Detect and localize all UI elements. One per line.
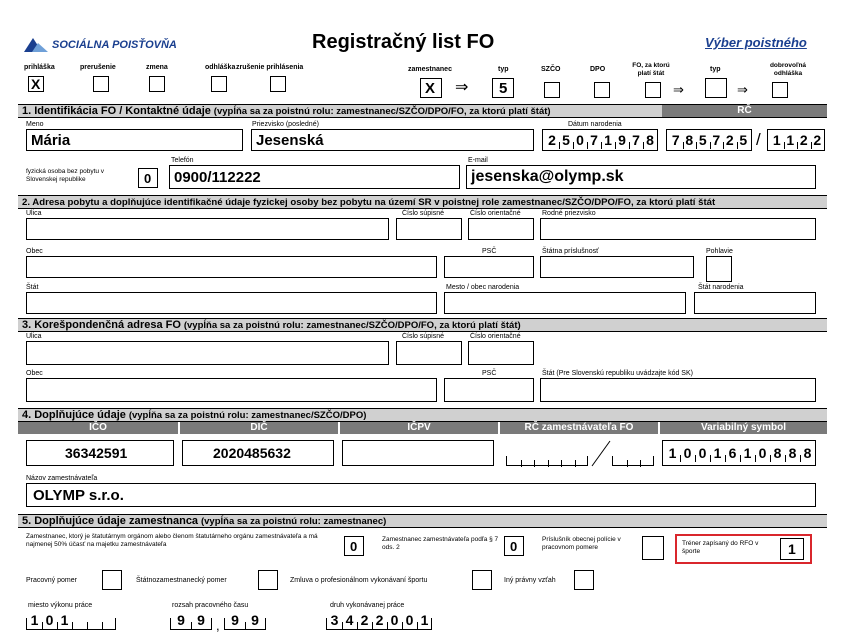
typ2-label: typ bbox=[710, 66, 721, 73]
cell-tick bbox=[573, 142, 574, 149]
par7-field[interactable] bbox=[504, 536, 524, 556]
digit-cell: 0 bbox=[405, 612, 414, 628]
email-label: E-mail bbox=[468, 157, 488, 164]
par7-value: 0 bbox=[510, 539, 518, 554]
prihlaska-checkbox[interactable] bbox=[28, 76, 44, 92]
vs-field[interactable] bbox=[662, 440, 816, 466]
dobrovolna-checkbox[interactable] bbox=[772, 82, 788, 98]
digit-cell: 1 bbox=[743, 445, 752, 461]
vs-header: Variabilný symbol bbox=[660, 422, 827, 434]
s2-psc-label: PSČ bbox=[482, 248, 497, 255]
email-field[interactable] bbox=[466, 165, 816, 189]
s3-ulica-field[interactable] bbox=[26, 341, 389, 365]
s2-miesto-narodenia-label: Mesto / obec narodenia bbox=[446, 284, 520, 291]
cell-tick bbox=[737, 142, 738, 149]
prerusenie-label: prerušenie bbox=[80, 64, 116, 71]
pracovny-pomer-checkbox[interactable] bbox=[102, 570, 122, 590]
telefon-value: 0900/112222 bbox=[174, 169, 261, 186]
s2-psc-field[interactable] bbox=[444, 256, 534, 278]
section-1-title: 1. Identifikácia FO / Kontaktné údaje bbox=[22, 105, 211, 117]
fo-stat-checkbox[interactable] bbox=[645, 82, 661, 98]
digit-cell: 1 bbox=[30, 612, 39, 628]
szco-label: SZČO bbox=[541, 66, 561, 73]
section-2-header bbox=[18, 195, 827, 209]
cell-tick bbox=[797, 142, 798, 149]
prihlaska-value: X bbox=[31, 76, 41, 92]
rozsah-comb-b[interactable] bbox=[224, 612, 266, 630]
s2-obec-label: Obec bbox=[26, 248, 43, 255]
email-value: jesenska@olymp.sk bbox=[471, 168, 624, 185]
cell-tick bbox=[755, 455, 756, 462]
s2-pohlavie-field[interactable] bbox=[706, 256, 732, 282]
rc-zam-comb-b[interactable] bbox=[612, 456, 654, 466]
cell-tick bbox=[587, 142, 588, 149]
rc-zam-comb-a[interactable] bbox=[506, 456, 588, 466]
logo bbox=[22, 36, 222, 54]
ico-field[interactable] bbox=[26, 440, 174, 466]
cell-tick bbox=[811, 142, 812, 149]
pracovny-pomer-label: Pracovný pomer bbox=[26, 577, 77, 584]
dic-field[interactable] bbox=[182, 440, 334, 466]
miesto-label: miesto výkonu práce bbox=[28, 602, 93, 609]
digit-cell: 0 bbox=[758, 445, 767, 461]
cell-tick bbox=[740, 455, 741, 462]
rozsah-separator: , bbox=[216, 618, 220, 633]
bez-pobytu-value: 0 bbox=[144, 171, 152, 186]
s3-psc-field[interactable] bbox=[444, 378, 534, 402]
nazov-label: Názov zamestnávateľa bbox=[26, 475, 98, 482]
cell-tick bbox=[548, 460, 549, 467]
cell-tick bbox=[72, 622, 73, 629]
cell-tick bbox=[102, 622, 103, 629]
cell-tick bbox=[725, 455, 726, 462]
digit-cell: 8 bbox=[788, 445, 797, 461]
page-title: Registračný list FO bbox=[312, 31, 495, 53]
priezvisko-label: Priezvisko (posledné) bbox=[252, 121, 319, 128]
digit-cell: 8 bbox=[803, 445, 812, 461]
zrusenie-label: zrušenie prihlásenia bbox=[236, 64, 304, 71]
cell-tick bbox=[534, 460, 535, 467]
arrow-icon: ⇒ bbox=[673, 82, 684, 97]
cell-tick bbox=[723, 142, 724, 149]
cell-tick bbox=[561, 460, 562, 467]
section-1-note: (vypĺňa sa za poistnú rolu: zamestnanec/SZČO/DPO/FO, za ktorú platí štát) bbox=[213, 106, 551, 117]
nazov-field[interactable] bbox=[26, 483, 816, 507]
zrusenie-checkbox[interactable] bbox=[270, 76, 286, 92]
digit-cell: 2 bbox=[725, 132, 734, 148]
s2-miesto-narodenia-field[interactable] bbox=[444, 292, 686, 314]
digit-cell: 9 bbox=[251, 612, 259, 628]
rozsah-label: rozsah pracovného času bbox=[172, 602, 249, 609]
rc-slash: / bbox=[756, 130, 761, 149]
rozsah-comb-a[interactable] bbox=[170, 612, 212, 630]
section-2-title: 2. Adresa pobytu a doplňujúce identifikačné údaje fyzickej osoby bez pobytu na území SR v poistnej role zamestnanec/SZČO/DPO/FO, za ktorú platí štát bbox=[22, 197, 716, 208]
rc-header: RČ bbox=[662, 105, 827, 117]
digit-cell: 2 bbox=[360, 612, 369, 628]
miesto-comb[interactable] bbox=[26, 612, 116, 630]
dic-value: 2020485632 bbox=[213, 445, 291, 461]
s2-stat-narodenia-field[interactable] bbox=[694, 292, 816, 314]
cell-tick bbox=[575, 460, 576, 467]
digit-cell: 2 bbox=[813, 132, 822, 148]
zmena-label: zmena bbox=[146, 64, 168, 71]
cell-tick bbox=[680, 455, 681, 462]
s2-rodne-priezvisko-label: Rodné priezvisko bbox=[542, 210, 596, 217]
digit-cell: 0 bbox=[683, 445, 692, 461]
section-4-note: (vypĺňa sa za poistnú rolu: zamestnanec/SZČO/DPO) bbox=[128, 410, 367, 421]
statutar-field[interactable] bbox=[344, 536, 364, 556]
section-4-title: 4. Doplňujúce údaje bbox=[22, 409, 126, 421]
digit-cell: 1 bbox=[772, 132, 781, 148]
trener-field[interactable] bbox=[780, 538, 804, 560]
zamestnanec-value: X bbox=[425, 80, 436, 97]
logo-icon bbox=[22, 36, 52, 54]
digit-cell: 7 bbox=[671, 132, 680, 148]
cell-tick bbox=[87, 622, 88, 629]
typ-value: 5 bbox=[499, 80, 508, 97]
digit-cell: 0 bbox=[45, 612, 54, 628]
s2-ulica-field[interactable] bbox=[26, 218, 389, 240]
meno-value: Mária bbox=[31, 132, 71, 149]
digit-cell: 9 bbox=[618, 132, 626, 148]
s2-cislo-orientacne-field[interactable] bbox=[468, 218, 534, 240]
ico-header: IČO bbox=[18, 422, 178, 434]
cell-tick bbox=[601, 142, 602, 149]
szco-checkbox[interactable] bbox=[544, 82, 560, 98]
statnozam-pomer-label: Štátnozamestnanecký pomer bbox=[136, 577, 227, 584]
s2-obec-field[interactable] bbox=[26, 256, 437, 278]
s2-cislo-orientacne-label: Číslo orientačné bbox=[470, 210, 521, 217]
digit-cell: 8 bbox=[646, 132, 654, 148]
digit-cell: 7 bbox=[712, 132, 721, 148]
ico-value: 36342591 bbox=[65, 445, 128, 461]
cell-tick bbox=[800, 455, 801, 462]
dobrovolna-label: dobrovoľná odhláška bbox=[769, 62, 807, 77]
digit-cell: 5 bbox=[698, 132, 707, 148]
cell-tick bbox=[710, 455, 711, 462]
digit-cell: 1 bbox=[604, 132, 612, 148]
typ-label: typ bbox=[498, 66, 509, 73]
prerusenie-checkbox[interactable] bbox=[93, 76, 109, 92]
s3-stat-label: Štát (Pre Slovenskú republiku uvádzajte kód SK) bbox=[542, 370, 693, 377]
digit-cell: 6 bbox=[728, 445, 737, 461]
s3-cislo-orientacne-field[interactable] bbox=[468, 341, 534, 365]
nazov-value: OLYMP s.r.o. bbox=[33, 487, 124, 504]
section-3-note: (vypĺňa sa za poistnú rolu: zamestnanec/SZČO/DPO/FO, za ktorú platí štát) bbox=[183, 320, 521, 331]
s2-ulica-label: Ulica bbox=[26, 210, 42, 217]
fo-stat-label: FO, za ktorú platí štát bbox=[632, 62, 670, 77]
s2-stat-label: Štát bbox=[26, 284, 39, 291]
digit-cell: 1 bbox=[60, 612, 69, 628]
typ-field[interactable] bbox=[492, 78, 514, 98]
section-5-title: 5. Doplňujúce údaje zamestnanca bbox=[22, 515, 199, 527]
s3-ulica-label: Ulica bbox=[26, 333, 42, 340]
cell-tick bbox=[784, 142, 785, 149]
cell-tick bbox=[695, 455, 696, 462]
digit-cell: 8 bbox=[685, 132, 694, 148]
iny-vztah-label: Iný právny vzťah bbox=[504, 577, 556, 584]
cell-tick bbox=[627, 460, 628, 467]
digit-cell: 7 bbox=[590, 132, 598, 148]
statnozam-pomer-checkbox[interactable] bbox=[258, 570, 278, 590]
digit-cell: 4 bbox=[345, 612, 354, 628]
s2-stat-field[interactable] bbox=[26, 292, 437, 314]
digit-cell: 2 bbox=[799, 132, 808, 148]
bez-pobytu-label: fyzická osoba bez pobytu v Slovenskej republike bbox=[26, 168, 105, 183]
section-5-note: (vypĺňa sa za poistnú rolu: zamestnanec) bbox=[200, 516, 387, 527]
digit-cell: 3 bbox=[330, 612, 339, 628]
datum-label: Dátum narodenia bbox=[568, 121, 622, 128]
zmluva-sport-checkbox[interactable] bbox=[472, 570, 492, 590]
digit-cell: 8 bbox=[773, 445, 782, 461]
section-5-header bbox=[18, 514, 827, 528]
icpv-header: IČPV bbox=[340, 422, 498, 434]
dpo-checkbox[interactable] bbox=[594, 82, 610, 98]
digit-cell: 1 bbox=[786, 132, 795, 148]
odhlaska-label: odhláška bbox=[205, 64, 236, 71]
odhlaska-checkbox[interactable] bbox=[211, 76, 227, 92]
digit-cell: 7 bbox=[632, 132, 640, 148]
s3-cislo-supisne-label: Číslo súpisné bbox=[402, 333, 445, 340]
vyber-poistneho-link[interactable]: Výber poistného bbox=[705, 35, 807, 50]
rc-zam-header: RČ zamestnávateľa FO bbox=[500, 422, 658, 434]
zamestnanec-label: zamestnanec bbox=[408, 66, 452, 73]
meno-field[interactable] bbox=[26, 129, 243, 151]
meno-label: Meno bbox=[26, 121, 44, 128]
s3-obec-label: Obec bbox=[26, 370, 43, 377]
cell-tick bbox=[521, 460, 522, 467]
prihlaska-label: prihláška bbox=[24, 64, 55, 71]
statutar-value: 0 bbox=[350, 539, 358, 554]
s3-obec-field[interactable] bbox=[26, 378, 437, 402]
digit-cell: 9 bbox=[197, 612, 205, 628]
s2-statna-prislusnost-label: Štátna príslušnosť bbox=[542, 248, 599, 255]
arrow-icon: ⇒ bbox=[455, 79, 469, 96]
s2-rodne-priezvisko-field[interactable] bbox=[540, 218, 816, 240]
trener-value: 1 bbox=[788, 541, 796, 557]
rc-field-b[interactable] bbox=[767, 129, 825, 151]
cell-tick bbox=[615, 142, 616, 149]
cell-tick bbox=[629, 142, 630, 149]
s2-stat-narodenia-label: Štát narodenia bbox=[698, 284, 744, 291]
logo-text: SOCIÁLNA POISŤOVŇA bbox=[52, 39, 177, 51]
digit-cell: 1 bbox=[668, 445, 677, 461]
s3-cislo-orientacne-label: Číslo orientačné bbox=[470, 333, 521, 340]
s3-cislo-supisne-field[interactable] bbox=[396, 341, 462, 365]
s3-psc-label: PSČ bbox=[482, 370, 497, 377]
rc-field-a[interactable] bbox=[666, 129, 752, 151]
digit-cell: 0 bbox=[698, 445, 707, 461]
cell-tick bbox=[696, 142, 697, 149]
dpo-label: DPO bbox=[590, 66, 606, 73]
cell-tick bbox=[683, 142, 684, 149]
digit-cell: 1 bbox=[713, 445, 722, 461]
druh-comb[interactable] bbox=[326, 612, 432, 630]
par7-label: Zamestnanec zamestnávateľa podľa § 7 ods. 2 bbox=[382, 536, 499, 551]
dic-header: DIČ bbox=[180, 422, 338, 434]
typ2-field[interactable] bbox=[705, 78, 727, 98]
cell-tick bbox=[643, 142, 644, 149]
section-3-title: 3. Korešpondenčná adresa FO bbox=[22, 319, 181, 331]
priezvisko-value: Jesenská bbox=[256, 132, 324, 149]
section-3-header bbox=[18, 318, 827, 332]
zmena-checkbox[interactable] bbox=[149, 76, 165, 92]
trener-label: Tréner zapísaný do RFO v športe bbox=[682, 540, 759, 555]
rc-zam-slash bbox=[590, 440, 612, 467]
digit-cell: 1 bbox=[420, 612, 429, 628]
arrow-icon: ⇒ bbox=[737, 82, 748, 97]
datum-field[interactable] bbox=[542, 129, 658, 151]
policia-field[interactable] bbox=[642, 536, 664, 560]
icpv-field[interactable] bbox=[342, 440, 494, 466]
statutar-label: Zamestnanec, ktorý je štatutárnym orgánom alebo členom štatutárneho orgánu zamestnávateľa a má najmenej 50% účasť na majetku zamestnávateľa bbox=[26, 533, 318, 548]
cell-tick bbox=[785, 455, 786, 462]
digit-cell: 2 bbox=[375, 612, 384, 628]
digit-cell: 5 bbox=[562, 132, 570, 148]
telefon-label: Telefón bbox=[171, 157, 194, 164]
cell-tick bbox=[710, 142, 711, 149]
digit-cell: 0 bbox=[390, 612, 399, 628]
cell-tick bbox=[640, 460, 641, 467]
policia-label: Príslušník obecnej polície v pracovnom pomere bbox=[542, 536, 621, 551]
s2-pohlavie-label: Pohlavie bbox=[706, 248, 733, 255]
zamestnanec-checkbox[interactable] bbox=[420, 78, 442, 98]
digit-cell: 5 bbox=[739, 132, 748, 148]
priezvisko-field[interactable] bbox=[251, 129, 534, 151]
digit-cell: 2 bbox=[548, 132, 556, 148]
digit-cell: 9 bbox=[177, 612, 185, 628]
cell-tick bbox=[559, 142, 560, 149]
zmluva-sport-label: Zmluva o profesionálnom vykonávaní športu bbox=[290, 577, 428, 584]
s3-stat-field[interactable] bbox=[540, 378, 816, 402]
telefon-field[interactable] bbox=[169, 165, 460, 189]
s2-cislo-supisne-field[interactable] bbox=[396, 218, 462, 240]
s2-cislo-supisne-label: Číslo súpisné bbox=[402, 210, 445, 217]
s2-statna-prislusnost-field[interactable] bbox=[540, 256, 694, 278]
cell-tick bbox=[770, 455, 771, 462]
digit-cell: 0 bbox=[576, 132, 584, 148]
digit-cell: 9 bbox=[231, 612, 239, 628]
section-4-header bbox=[18, 408, 827, 422]
druh-label: druh vykonávanej práce bbox=[330, 602, 405, 609]
iny-vztah-checkbox[interactable] bbox=[574, 570, 594, 590]
bez-pobytu-field[interactable] bbox=[138, 168, 158, 188]
